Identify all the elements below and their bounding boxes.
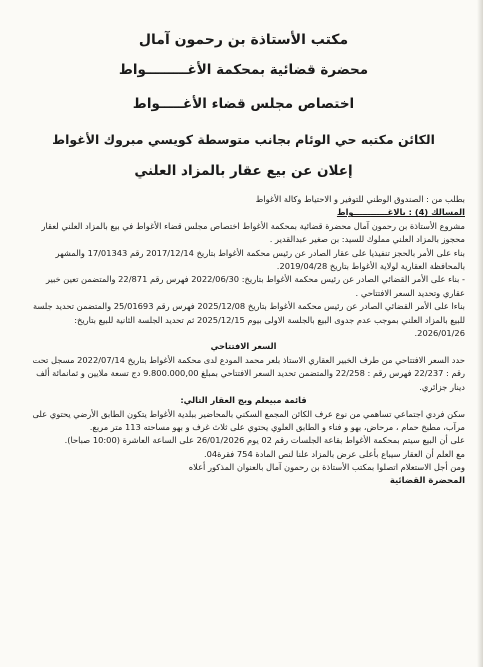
office-name: مكتب الأستاذة بن رحمون آمال bbox=[138, 32, 349, 48]
jurisdiction-line: اختصاص مجلس قضاء الأغـــــواط bbox=[132, 96, 355, 112]
paragraph-3: - بناء على الأمر القضائي الصادر عن رئيس محكمة الأغواط بتاريخ: 2022/06/30 فهرس رقم 22/871 والمتضمن تعين خبير عقاري وتحديد السعر الافتتاحي . bbox=[45, 274, 465, 298]
case-line: المسالك (4) : بالاغــــــــــــواط bbox=[336, 207, 465, 218]
property-description-heading: قائمة مبيعلم ويج العقار التالي: bbox=[180, 395, 307, 406]
paragraph-8: مع العلم أن العقار سيباع بأعلى عرض بالمزاد علنا لنص المادة 754 فقرة04. bbox=[203, 448, 465, 459]
paragraph-9: ومن أجل الاستعلام اتصلوا بمكتب الأستاذة بن رحمون آمال بالعنوان المذكور أعلاه bbox=[188, 462, 465, 473]
paragraph-4: بناءا على الأمر القضائي الصادر عن رئيس محكمة الأغواط بتاريخ 2025/12/08 فهرس رقم 25/01693 والمتضمن تحديد جلسة للبيع بالمزاد العلني بموجب عدم جدوى البيع بالجلسة الاولى بيوم 2025/12/15 ثم تحديد الجلسة الثانية للبيع بتاريخ: 2026/01/26. bbox=[32, 301, 465, 339]
paragraph-7: على أن البيع سيتم بمحكمة الأغواط بقاعة الجلسات رقم 02 يوم 26/01/2026 على الساعة العاشرة (10:00 صباحا). bbox=[64, 435, 465, 446]
office-address: الكائن مكتبه حي الوئام بجانب متوسطة كويسي مبروك الأغواط bbox=[52, 132, 435, 147]
court-officer-title: محضرة قضائية بمحكمة الأغـــــــــواط bbox=[118, 62, 369, 78]
paragraph-5: حدد السعر الافتتاحي من طرف الخبير العقاري الاستاذ بلعر محمد المودع لدى محكمة الأغواط بتاريخ 2022/07/14 مسجل تحت رقم : 22/237 فهرس رقم : 22/258 والمتضمن تحديد السعر الافتتاحي بمبلغ 9.800.000,00 دج تسعة ملايين و ثمانمائة ألف دينار جزائري. bbox=[32, 354, 465, 392]
notice-title: إعلان عن بيع عقار بالمزاد العلني bbox=[134, 163, 353, 179]
requester-line: بطلب من : الصندوق الوطني للتوفير و الاحتياط وكالة الأغواط bbox=[255, 194, 465, 204]
scan-edge-shadow bbox=[477, 0, 483, 667]
opening-price-heading: السعر الافتتاحي bbox=[210, 341, 277, 352]
paragraph-1: مشروع الأستاذة بن رحمون آمال محضرة قضائية بمحكمة الأغواط اختصاص مجلس قضاء الأغواط في بيع بالمزاد العلني لعقار محجوز بالمزاد العلني مملوك للسيد: بن صغير عبدالقدير . bbox=[41, 220, 465, 245]
paragraph-2: بناء على الأمر بالحجز تنفيذيا على عقار الصادر عن رئيس محكمة الأغواط بتاريخ 2017/12/14 رقم 17/01343 والمشهر بالمحافظة العقارية لولاية الأغواط بتاريخ 2019/04/28. bbox=[55, 247, 465, 272]
paragraph-6: سكن فردي اجتماعي تساهمي من نوع عرف الكائن المجمع السكني بالمحاضير ببلدية الأغواط يتكون الطابق الأرضي يحتوي على مرآب، مطبخ حمام ، مرحاض، بهو و فناء و الطابق العلوي يحتوي على ثلاث غرف و بهو مساحته 113 متر مربع. bbox=[32, 408, 465, 432]
notice-body bbox=[22, 193, 465, 488]
signature-line: المحضرة القضائية bbox=[389, 475, 465, 486]
